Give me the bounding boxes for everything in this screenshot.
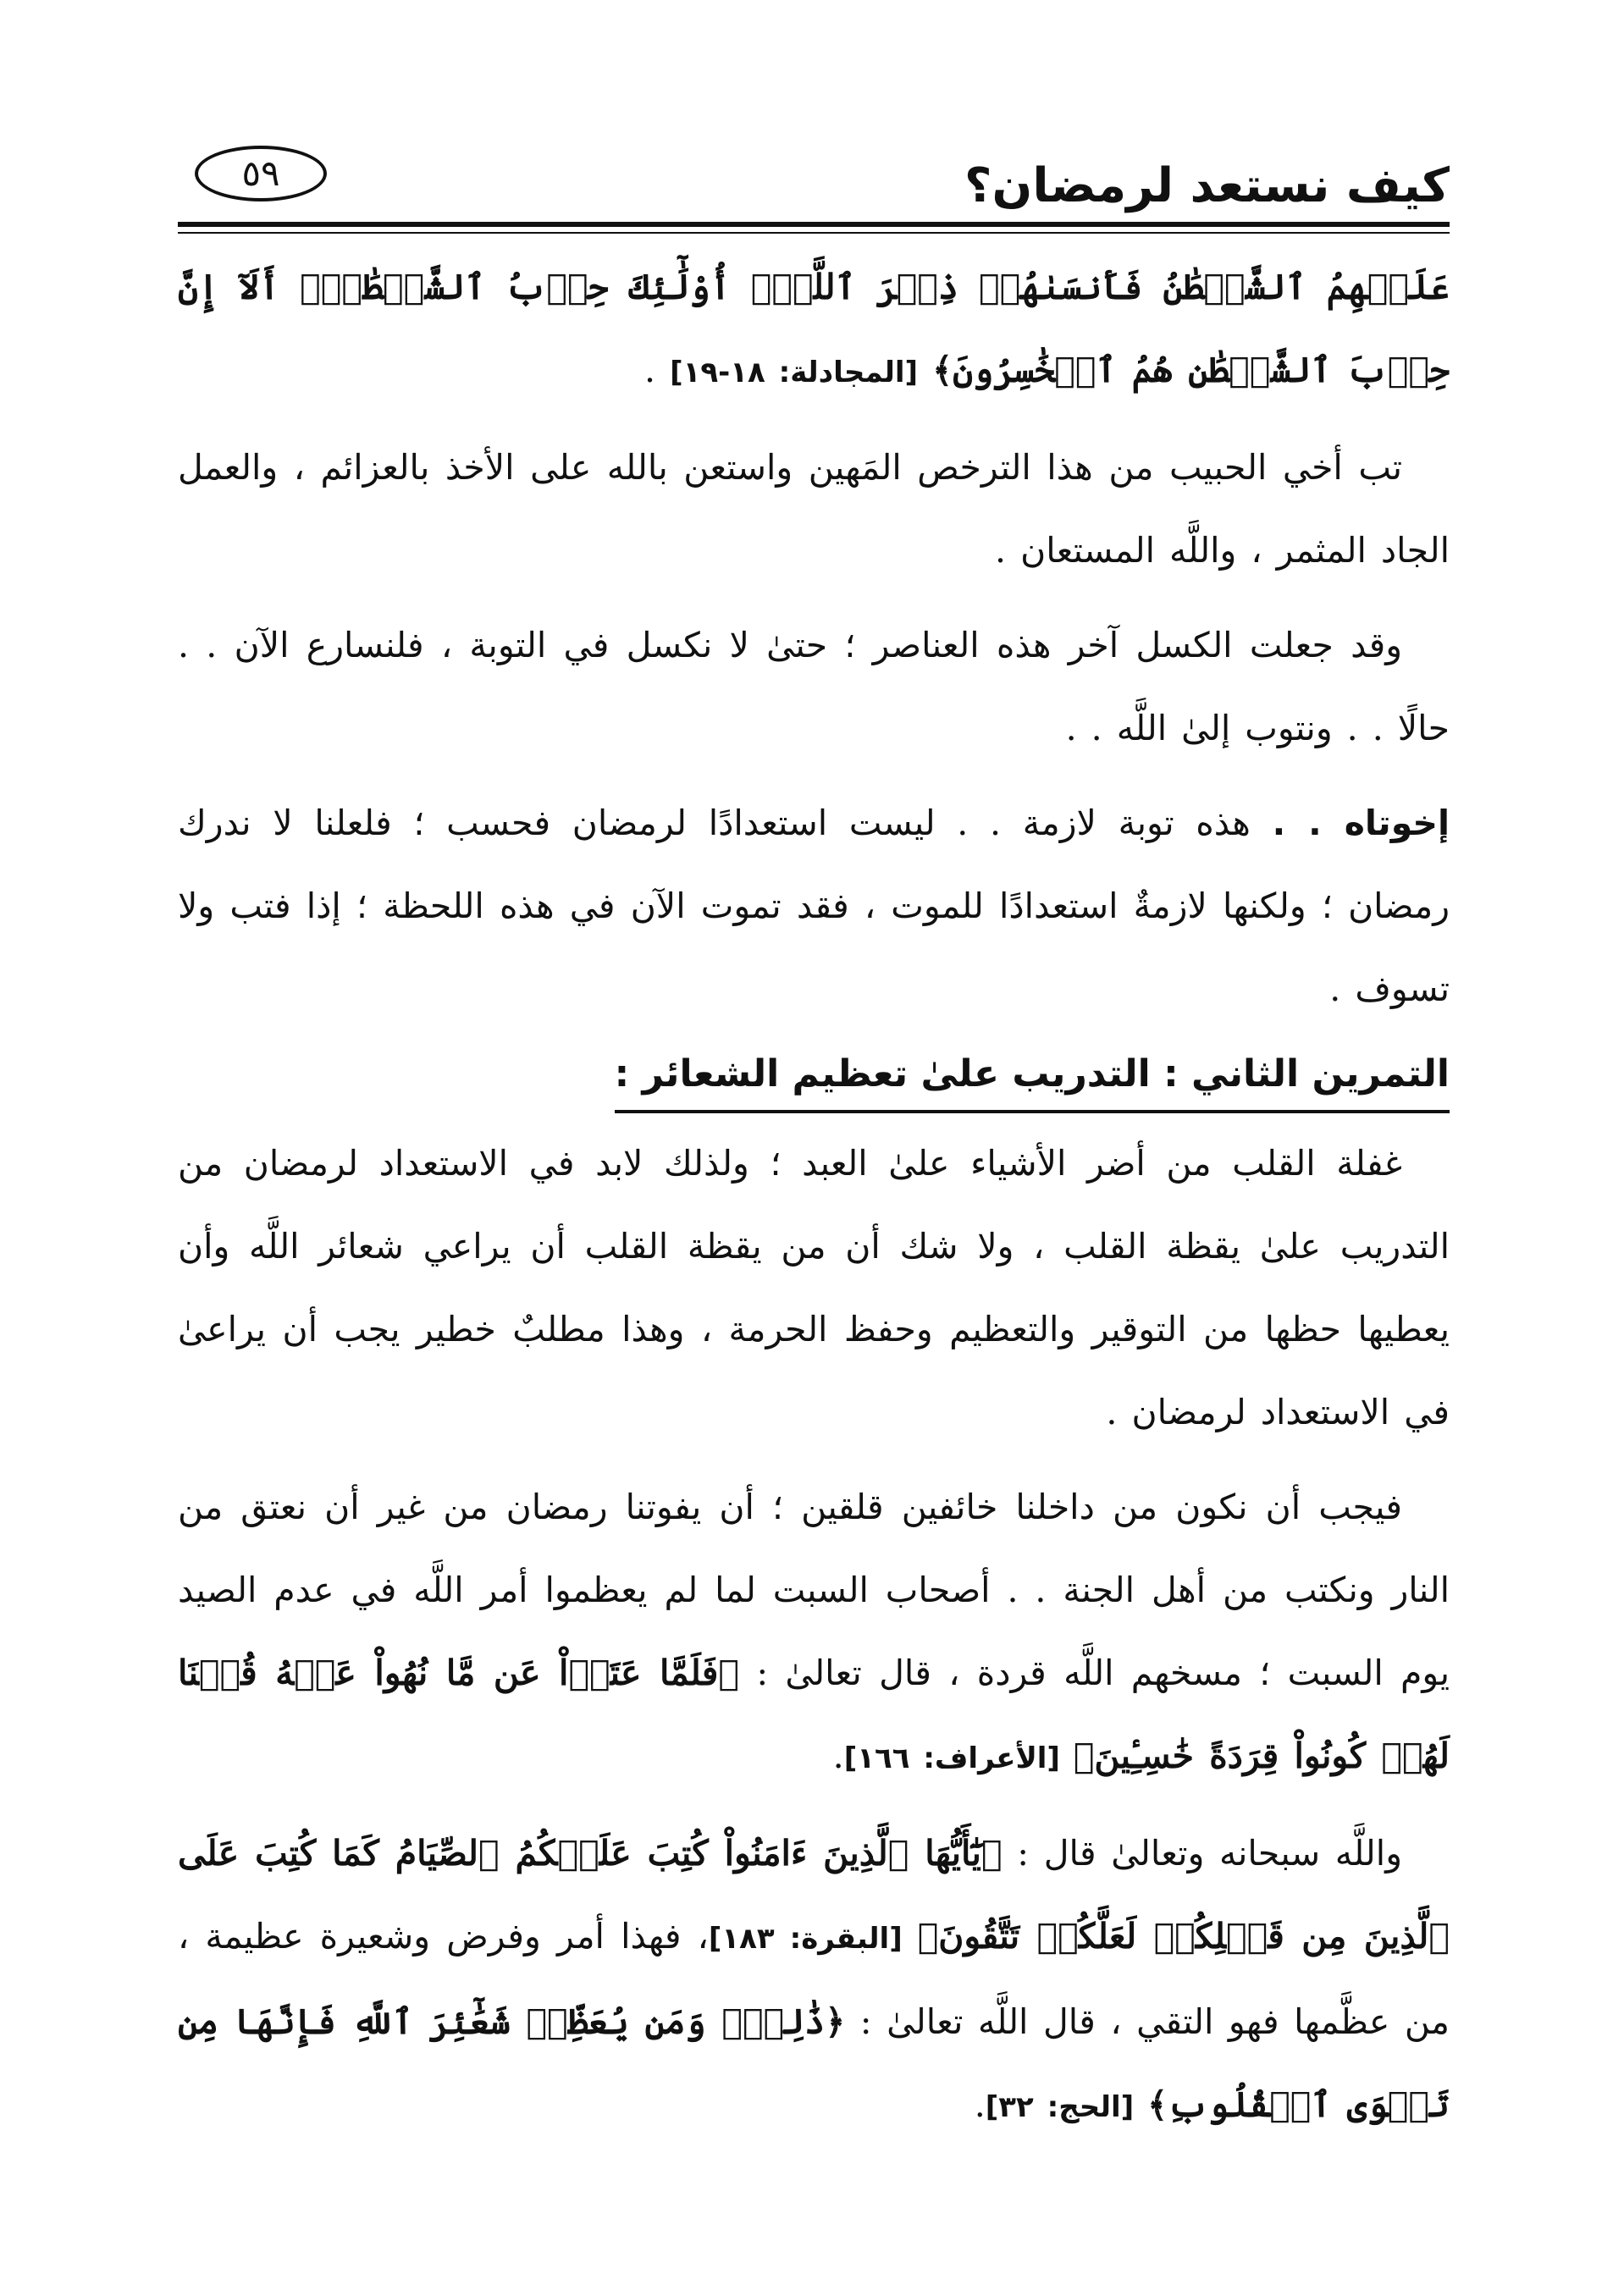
- quran-verse: ﴿فَلَمَّا عَتَوۡاْ عَن مَّا نُهُواْ عَنۡهُ قُلۡنَا لَهُمۡ كُونُواْ قِرَدَةً خَٰسِـِٔينَ﴾: [178, 1653, 1450, 1776]
- paragraph-text: واللَّه سبحانه وتعالىٰ قال :: [1002, 1833, 1402, 1874]
- running-title: كيف نستعد لرمضان؟: [964, 158, 1450, 213]
- page-number-oval: [195, 146, 327, 201]
- section-heading: التمرين الثاني : التدريب علىٰ تعظيم الشعائر :: [615, 1042, 1450, 1113]
- verse-reference: [الأعراف: ١٦٦]: [843, 1741, 1074, 1775]
- quran-verse: ﴿يَٰٓأَيُّهَا ٱلَّذِينَ ءَامَنُواْ كُتِبَ عَلَيۡكُمُ ٱلصِّيَامُ كَمَا كُتِبَ عَلَى ٱلَّذِينَ مِن قَبۡلِكُمۡ لَعَلَّكُمۡ تَتَّقُونَ﴾: [178, 1833, 1450, 1957]
- paragraph-end: .: [974, 2084, 986, 2125]
- paragraph-text: ، فهذا أمر وفرض وشعيرة عظيمة ، من عظَّمها فهو التقي ، قال اللَّه تعالىٰ :: [178, 1916, 1450, 2042]
- header-rule-thick: [178, 222, 1450, 227]
- paragraph-repent: تب أخي الحبيب من هذا الترخص المَهين واستعن بالله على الأخذ بالعزائم ، والعمل الجاد المثمر ، واللَّه المستعان .: [178, 447, 1450, 571]
- paragraph-text: فيجب أن نكون من داخلنا خائفين قلقين ؛ أن يفوتنا رمضان من غير أن نعتق من النار ونكتب من أهل الجنة . . أصحاب السبت لما لم يعظموا أمر اللَّه في عدم الصيد يوم السبت ؛ مسخهم اللَّه قردة ، قال تعالىٰ :: [178, 1487, 1450, 1693]
- paragraph-brothers: [178, 781, 1450, 1030]
- verse-reference: [البقرة: ١٨٣]: [708, 1922, 918, 1956]
- paragraph-sabbath: [178, 1465, 1450, 1800]
- paragraph-end: .: [644, 350, 671, 390]
- paragraph-verse-continuation: [178, 246, 1450, 414]
- page-body: [178, 246, 1450, 2161]
- quran-verse: عَلَيۡهِمُ ٱلشَّيۡطَٰنُ فَأَنسَىٰهُمۡ ذِكۡرَ ٱللَّهِۚ أُوْلَٰٓئِكَ حِزۡبُ ٱلشَّيۡطَٰنِۚ أَلَآ إِنَّ حِزۡبَ ٱلشَّيۡطَٰنِ هُمُ ٱلۡخَٰسِرُونَ﴾: [178, 267, 1450, 390]
- verse-reference: [الحج: ٣٢]: [985, 2090, 1148, 2124]
- paragraph-end: .: [832, 1736, 844, 1776]
- quran-verse: ﴿ذَٰلِكَۖ وَمَن يُعَظِّمۡ شَعَٰٓئِرَ ٱللَّهِ فَإِنَّهَا مِن تَقۡوَى ٱلۡقُلُوبِ﴾: [178, 2001, 1450, 2125]
- paragraph-lead: إخوتاه . .: [1272, 803, 1450, 843]
- page-number: ٥٩: [241, 152, 280, 194]
- section-heading-wrap: [178, 1042, 1450, 1113]
- paragraph-heedlessness: غفلة القلب من أضر الأشياء علىٰ العبد ؛ ولذلك لابد في الاستعداد لرمضان من التدريب علىٰ يقظة القلب ، ولا شك أن من يقظة القلب أن يراعي شعائر اللَّه وأن يعطيها حظها من التوقير والتعظيم وحفظ الحرمة ، وهذا مطلبٌ خطير يجب أن يراعىٰ في الاستعداد لرمضان .: [178, 1143, 1450, 1432]
- paragraph-laziness: وقد جعلت الكسل آخر هذه العناصر ؛ حتىٰ لا نكسل في التوبة ، فلنسارع الآن . . حالًا . . ونتوب إلىٰ اللَّه . .: [178, 625, 1450, 748]
- page-header: [178, 127, 1450, 229]
- verse-reference: [المجادلة: ١٨-١٩]: [670, 356, 919, 389]
- header-rule-thin: [178, 232, 1450, 234]
- paragraph-fasting: [178, 1812, 1450, 2149]
- paragraph-text: هذه توبة لازمة . . ليست استعدادًا لرمضان فحسب ؛ فلعلنا لا ندرك رمضان ؛ ولكنها لازمةٌ استعدادًا للموت ، فقد تموت الآن في هذه اللحظة ؛ إذا فتب ولا تسوف .: [178, 803, 1450, 1009]
